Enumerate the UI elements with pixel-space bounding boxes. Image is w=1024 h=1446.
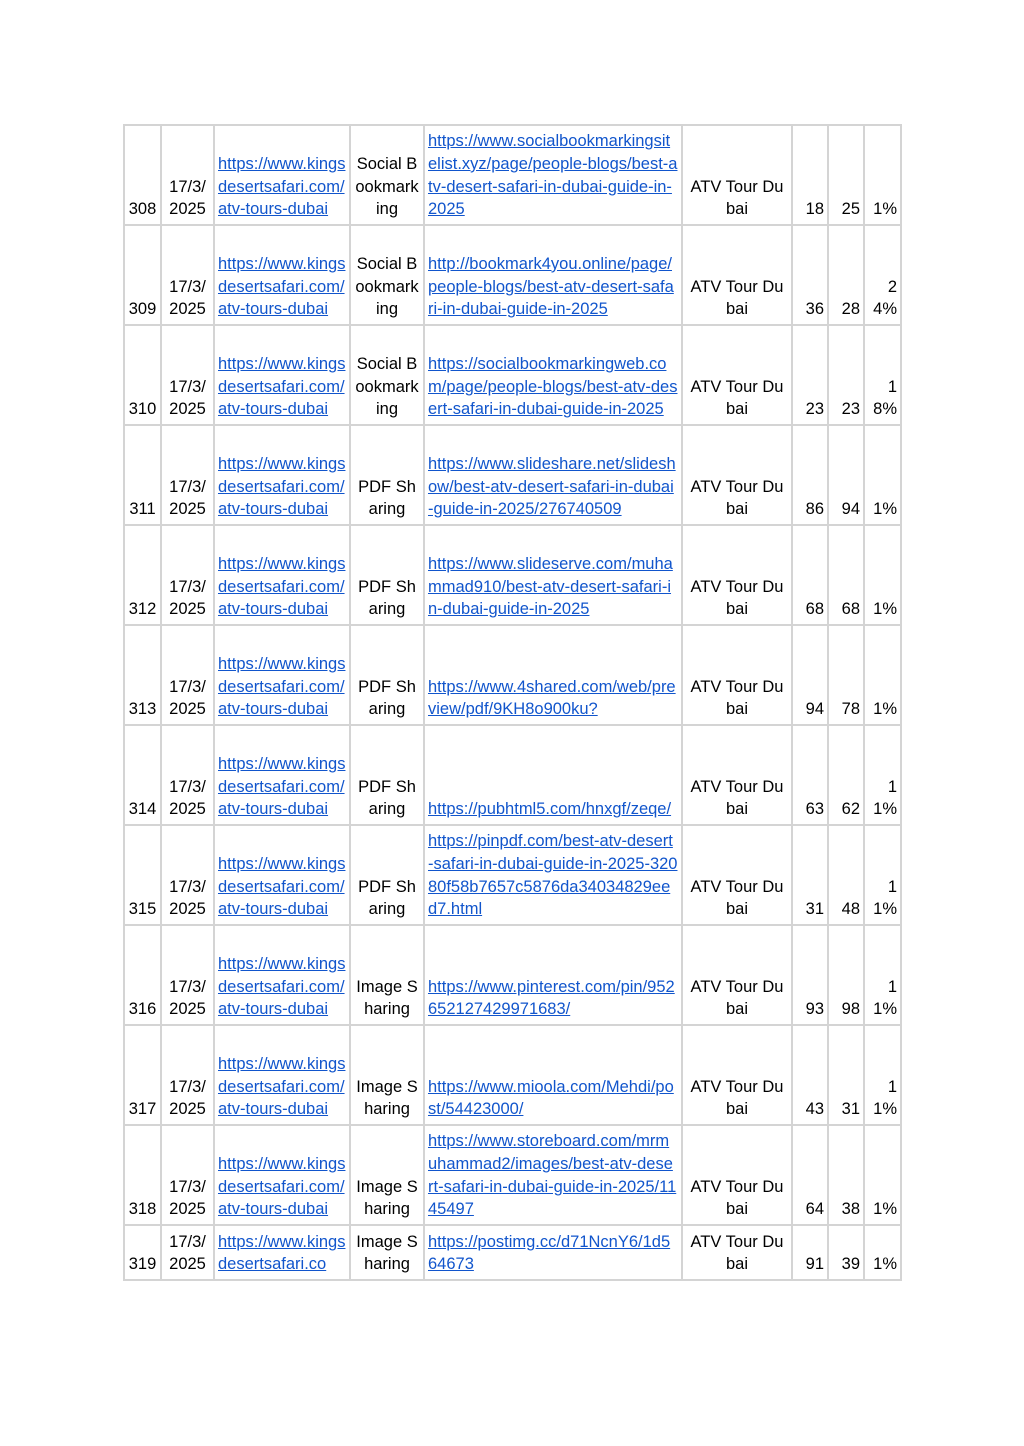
source-url-cell	[214, 1225, 350, 1280]
metric-b-cell: 94	[828, 425, 864, 525]
source-url-cell	[214, 825, 350, 925]
submission-type-cell: PDF Sharing	[350, 525, 424, 625]
metric-b-cell: 68	[828, 525, 864, 625]
percent-cell: 1%	[864, 525, 901, 625]
source-url-link[interactable]: https://www.kingsdesertsafari.com/atv-tours-dubai	[218, 254, 346, 319]
submission-type-cell: PDF Sharing	[350, 725, 424, 825]
source-url-cell	[214, 725, 350, 825]
row-number-cell: 313	[124, 625, 161, 725]
metric-b-cell: 39	[828, 1225, 864, 1280]
backlink-url-link[interactable]: https://www.mioola.com/Mehdi/post/54423000/	[428, 1077, 674, 1119]
backlink-url-cell	[424, 1125, 682, 1225]
metric-b-cell: 25	[828, 125, 864, 225]
keyword-cell: ATV Tour Dubai	[682, 1125, 792, 1225]
keyword-cell: ATV Tour Dubai	[682, 125, 792, 225]
table-row	[124, 125, 901, 225]
metric-b-cell: 31	[828, 1025, 864, 1125]
source-url-link[interactable]: https://www.kingsdesertsafari.co	[218, 1232, 346, 1274]
row-number-cell: 316	[124, 925, 161, 1025]
row-number-cell: 309	[124, 225, 161, 325]
submission-type-cell: Social Bookmarking	[350, 325, 424, 425]
table-row	[124, 1125, 901, 1225]
metric-a-cell: 63	[792, 725, 828, 825]
percent-cell: 11%	[864, 825, 901, 925]
table-row	[124, 1025, 901, 1125]
submission-type-cell: Image Sharing	[350, 1125, 424, 1225]
date-cell: 17/3/2025	[161, 725, 214, 825]
keyword-cell: ATV Tour Dubai	[682, 925, 792, 1025]
source-url-link[interactable]: https://www.kingsdesertsafari.com/atv-tours-dubai	[218, 754, 346, 819]
backlink-report-table	[123, 124, 902, 1281]
backlink-url-cell	[424, 625, 682, 725]
source-url-cell	[214, 1125, 350, 1225]
backlink-url-link[interactable]: https://www.slideserve.com/muhammad910/best-atv-desert-safari-in-dubai-guide-in-2025	[428, 554, 673, 619]
row-number-cell: 308	[124, 125, 161, 225]
source-url-cell	[214, 325, 350, 425]
keyword-cell: ATV Tour Dubai	[682, 625, 792, 725]
percent-cell: 11%	[864, 925, 901, 1025]
row-number-cell: 311	[124, 425, 161, 525]
source-url-link[interactable]: https://www.kingsdesertsafari.com/atv-tours-dubai	[218, 954, 346, 1019]
keyword-cell: ATV Tour Dubai	[682, 825, 792, 925]
source-url-link[interactable]: https://www.kingsdesertsafari.com/atv-tours-dubai	[218, 854, 346, 919]
date-cell: 17/3/2025	[161, 625, 214, 725]
submission-type-cell: PDF Sharing	[350, 425, 424, 525]
table-row	[124, 525, 901, 625]
table-row	[124, 925, 901, 1025]
date-cell: 17/3/2025	[161, 225, 214, 325]
source-url-cell	[214, 225, 350, 325]
row-number-cell: 314	[124, 725, 161, 825]
backlink-url-cell	[424, 1025, 682, 1125]
percent-cell: 1%	[864, 125, 901, 225]
backlink-url-cell	[424, 525, 682, 625]
backlink-url-link[interactable]: https://pinpdf.com/best-atv-desert-safari-in-dubai-guide-in-2025-32080f58b7657c5876da34034829eed7.html	[428, 832, 678, 919]
backlink-url-cell	[424, 825, 682, 925]
table-row	[124, 825, 901, 925]
keyword-cell: ATV Tour Dubai	[682, 425, 792, 525]
percent-cell: 18%	[864, 325, 901, 425]
metric-b-cell: 98	[828, 925, 864, 1025]
metric-b-cell: 28	[828, 225, 864, 325]
source-url-cell	[214, 625, 350, 725]
source-url-link[interactable]: https://www.kingsdesertsafari.com/atv-tours-dubai	[218, 354, 346, 419]
source-url-link[interactable]: https://www.kingsdesertsafari.com/atv-tours-dubai	[218, 1154, 346, 1219]
date-cell: 17/3/2025	[161, 1125, 214, 1225]
source-url-cell	[214, 125, 350, 225]
backlink-url-link[interactable]: https://www.slideshare.net/slideshow/best-atv-desert-safari-in-dubai-guide-in-2025/276740509	[428, 454, 676, 519]
row-number-cell: 315	[124, 825, 161, 925]
metric-a-cell: 31	[792, 825, 828, 925]
source-url-cell	[214, 925, 350, 1025]
metric-a-cell: 43	[792, 1025, 828, 1125]
keyword-cell: ATV Tour Dubai	[682, 1225, 792, 1280]
table-row	[124, 425, 901, 525]
keyword-cell: ATV Tour Dubai	[682, 325, 792, 425]
percent-cell: 11%	[864, 725, 901, 825]
source-url-cell	[214, 525, 350, 625]
date-cell: 17/3/2025	[161, 425, 214, 525]
metric-a-cell: 93	[792, 925, 828, 1025]
source-url-link[interactable]: https://www.kingsdesertsafari.com/atv-tours-dubai	[218, 654, 346, 719]
metric-b-cell: 78	[828, 625, 864, 725]
keyword-cell: ATV Tour Dubai	[682, 725, 792, 825]
percent-cell: 1%	[864, 1225, 901, 1280]
source-url-link[interactable]: https://www.kingsdesertsafari.com/atv-tours-dubai	[218, 1054, 346, 1119]
table-row	[124, 325, 901, 425]
backlink-url-cell	[424, 1225, 682, 1280]
backlink-url-link[interactable]: https://www.storeboard.com/mrmuhammad2/images/best-atv-desert-safari-in-dubai-guide-in-2025/1145497	[428, 1132, 677, 1219]
backlink-url-link[interactable]: https://postimg.cc/d71NcnY6/1d564673	[428, 1232, 671, 1274]
backlink-url-link[interactable]: http://bookmark4you.online/page/people-blogs/best-atv-desert-safari-in-dubai-guide-in-2025	[428, 254, 674, 319]
date-cell: 17/3/2025	[161, 125, 214, 225]
submission-type-cell: Image Sharing	[350, 1225, 424, 1280]
source-url-link[interactable]: https://www.kingsdesertsafari.com/atv-tours-dubai	[218, 454, 346, 519]
table-row	[124, 225, 901, 325]
metric-a-cell: 86	[792, 425, 828, 525]
percent-cell: 24%	[864, 225, 901, 325]
submission-type-cell: Social Bookmarking	[350, 125, 424, 225]
table-row	[124, 725, 901, 825]
submission-type-cell: Image Sharing	[350, 925, 424, 1025]
metric-a-cell: 18	[792, 125, 828, 225]
backlink-url-cell	[424, 225, 682, 325]
metric-b-cell: 62	[828, 725, 864, 825]
submission-type-cell: Social Bookmarking	[350, 225, 424, 325]
backlink-url-cell	[424, 325, 682, 425]
date-cell: 17/3/2025	[161, 525, 214, 625]
percent-cell: 1%	[864, 1125, 901, 1225]
source-url-link[interactable]: https://www.kingsdesertsafari.com/atv-tours-dubai	[218, 154, 346, 219]
backlink-url-cell	[424, 725, 682, 825]
submission-type-cell: Image Sharing	[350, 1025, 424, 1125]
backlink-url-link[interactable]: https://www.socialbookmarkingsitelist.xyz/page/people-blogs/best-atv-desert-safari-in-dubai-guide-in-2025	[428, 132, 678, 219]
metric-a-cell: 68	[792, 525, 828, 625]
metric-b-cell: 23	[828, 325, 864, 425]
metric-b-cell: 38	[828, 1125, 864, 1225]
metric-b-cell: 48	[828, 825, 864, 925]
backlink-url-cell	[424, 425, 682, 525]
row-number-cell: 312	[124, 525, 161, 625]
table-body	[124, 125, 901, 1280]
date-cell: 17/3/2025	[161, 1025, 214, 1125]
percent-cell: 1%	[864, 425, 901, 525]
row-number-cell: 318	[124, 1125, 161, 1225]
keyword-cell: ATV Tour Dubai	[682, 1025, 792, 1125]
source-url-link[interactable]: https://www.kingsdesertsafari.com/atv-tours-dubai	[218, 554, 346, 619]
metric-a-cell: 36	[792, 225, 828, 325]
percent-cell: 11%	[864, 1025, 901, 1125]
keyword-cell: ATV Tour Dubai	[682, 525, 792, 625]
backlink-url-link[interactable]: https://www.4shared.com/web/preview/pdf/9KH8o900ku?	[428, 677, 676, 719]
backlink-url-cell	[424, 925, 682, 1025]
submission-type-cell: PDF Sharing	[350, 825, 424, 925]
row-number-cell: 317	[124, 1025, 161, 1125]
backlink-url-link[interactable]: https://pubhtml5.com/hnxgf/zeqe/	[428, 800, 672, 819]
row-number-cell: 319	[124, 1225, 161, 1280]
metric-a-cell: 94	[792, 625, 828, 725]
submission-type-cell: PDF Sharing	[350, 625, 424, 725]
row-number-cell: 310	[124, 325, 161, 425]
keyword-cell: ATV Tour Dubai	[682, 225, 792, 325]
table-row	[124, 1225, 901, 1280]
metric-a-cell: 23	[792, 325, 828, 425]
backlink-url-link[interactable]: https://socialbookmarkingweb.com/page/people-blogs/best-atv-desert-safari-in-dubai-guide-in-2025	[428, 354, 678, 419]
date-cell: 17/3/2025	[161, 825, 214, 925]
backlink-url-cell	[424, 125, 682, 225]
metric-a-cell: 91	[792, 1225, 828, 1280]
date-cell: 17/3/2025	[161, 925, 214, 1025]
date-cell: 17/3/2025	[161, 1225, 214, 1280]
source-url-cell	[214, 425, 350, 525]
backlink-url-link[interactable]: https://www.pinterest.com/pin/952652127429971683/	[428, 977, 675, 1019]
date-cell: 17/3/2025	[161, 325, 214, 425]
table-row	[124, 625, 901, 725]
percent-cell: 1%	[864, 625, 901, 725]
source-url-cell	[214, 1025, 350, 1125]
metric-a-cell: 64	[792, 1125, 828, 1225]
